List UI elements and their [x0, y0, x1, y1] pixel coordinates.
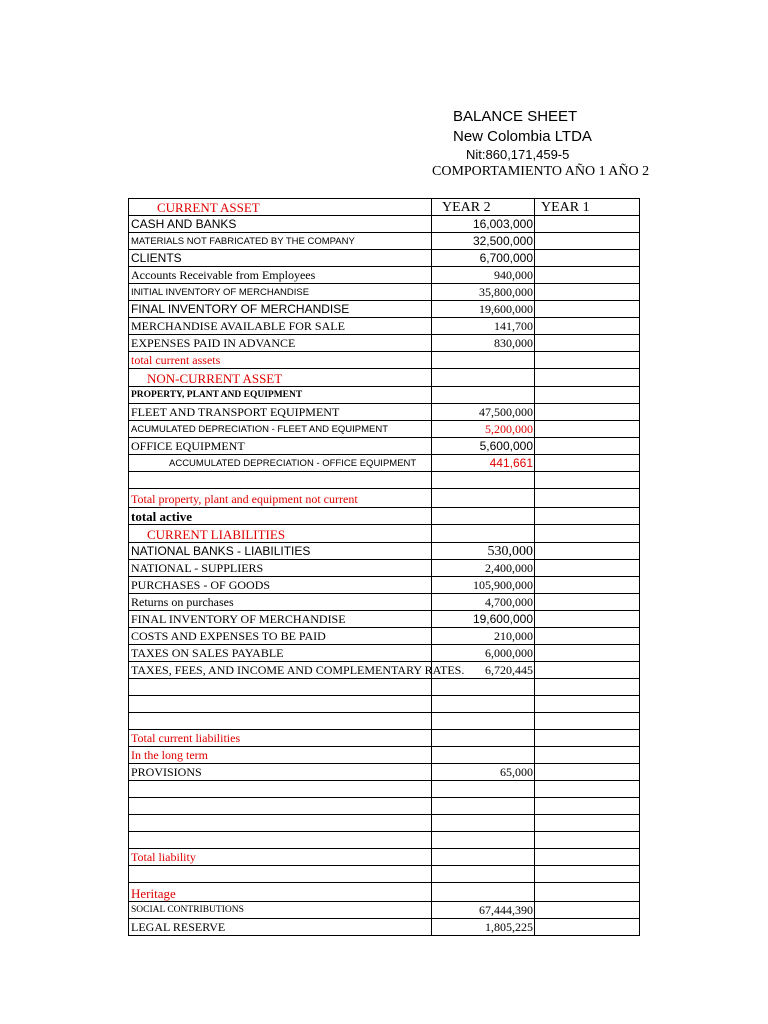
- year1-value: [535, 352, 640, 369]
- table-row: [129, 284, 640, 301]
- year2-value: YEAR 2: [432, 199, 535, 216]
- year1-value: [535, 525, 640, 543]
- year1-value: [535, 267, 640, 284]
- row-label: NATIONAL - SUPPLIERS: [129, 560, 432, 577]
- year1-value: [535, 594, 640, 611]
- row-label: FINAL INVENTORY OF MERCHANDISE: [129, 301, 432, 318]
- year1-value: [535, 798, 640, 815]
- year2-value: [432, 472, 535, 489]
- year2-value: [432, 525, 535, 543]
- row-label: [129, 832, 432, 849]
- year1-value: [535, 747, 640, 764]
- table-row: [129, 543, 640, 560]
- year2-value: 5,600,000: [432, 438, 535, 455]
- year2-value: 35,800,000: [432, 284, 535, 301]
- table-row: [129, 849, 640, 866]
- year1-value: [535, 455, 640, 472]
- year1-value: [535, 866, 640, 883]
- table-row: [129, 455, 640, 472]
- year1-value: [535, 472, 640, 489]
- table-row: [129, 611, 640, 628]
- row-label: total current assets: [129, 352, 432, 369]
- row-label: PURCHASES - OF GOODS: [129, 577, 432, 594]
- row-label: [129, 815, 432, 832]
- row-label: ACCUMULATED DEPRECIATION - OFFICE EQUIPMENT: [129, 455, 432, 472]
- table-row: [129, 832, 640, 849]
- year2-value: [432, 883, 535, 902]
- table-row: [129, 489, 640, 508]
- row-label: CURRENT LIABILITIES: [129, 525, 432, 543]
- table-row: [129, 645, 640, 662]
- year1-value: [535, 628, 640, 645]
- table-row: [129, 318, 640, 335]
- table-row: [129, 594, 640, 611]
- year1-value: [535, 216, 640, 233]
- year2-value: [432, 679, 535, 696]
- table-row: [129, 747, 640, 764]
- row-label: Total current liabilities: [129, 730, 432, 747]
- row-label: [129, 713, 432, 730]
- row-label: SOCIAL CONTRIBUTIONS: [129, 902, 432, 919]
- year1-value: [535, 438, 640, 455]
- year1-value: [535, 611, 640, 628]
- row-label: TAXES ON SALES PAYABLE: [129, 645, 432, 662]
- year2-value: [432, 508, 535, 525]
- year2-value: 47,500,000: [432, 404, 535, 421]
- year2-value: 6,000,000: [432, 645, 535, 662]
- year2-value: [432, 713, 535, 730]
- table-row: [129, 696, 640, 713]
- year1-value: [535, 284, 640, 301]
- table-row: [129, 267, 640, 284]
- table-row: [129, 508, 640, 525]
- table-row: [129, 902, 640, 919]
- row-label: [129, 696, 432, 713]
- row-label: [129, 472, 432, 489]
- table-row: [129, 335, 640, 352]
- table-row: [129, 628, 640, 645]
- year2-value: 141,700: [432, 318, 535, 335]
- year2-value: 830,000: [432, 335, 535, 352]
- year2-value: 32,500,000: [432, 233, 535, 250]
- table-row: [129, 387, 640, 404]
- year2-value: 441,661: [432, 455, 535, 472]
- year1-value: [535, 902, 640, 919]
- year2-value: [432, 781, 535, 798]
- row-label: FINAL INVENTORY OF MERCHANDISE: [129, 611, 432, 628]
- year1-value: [535, 560, 640, 577]
- year2-value: [432, 815, 535, 832]
- year1-value: [535, 301, 640, 318]
- year2-value: 530,000: [432, 543, 535, 560]
- year2-value: 6,700,000: [432, 250, 535, 267]
- row-label: [129, 866, 432, 883]
- year1-value: [535, 335, 640, 352]
- row-label: OFFICE EQUIPMENT: [129, 438, 432, 455]
- row-label: Total property, plant and equipment not current: [129, 489, 432, 508]
- table-row: [129, 369, 640, 387]
- row-label: total active: [129, 508, 432, 525]
- table-row: [129, 764, 640, 781]
- row-label: EXPENSES PAID IN ADVANCE: [129, 335, 432, 352]
- year1-value: [535, 849, 640, 866]
- row-label: NATIONAL BANKS - LIABILITIES: [129, 543, 432, 560]
- year2-value: 2,400,000: [432, 560, 535, 577]
- year1-value: [535, 577, 640, 594]
- row-label: Heritage: [129, 883, 432, 902]
- year2-value: [432, 369, 535, 387]
- row-label: NON-CURRENT ASSET: [129, 369, 432, 387]
- sheet-subtitle: COMPORTAMIENTO AÑO 1 AÑO 2: [432, 164, 650, 179]
- table-row: [129, 883, 640, 902]
- row-label: INITIAL INVENTORY OF MERCHANDISE: [129, 284, 432, 301]
- row-label: CLIENTS: [129, 250, 432, 267]
- year2-value: [432, 747, 535, 764]
- year1-value: [535, 679, 640, 696]
- row-label: MERCHANDISE AVAILABLE FOR SALE: [129, 318, 432, 335]
- year2-value: [432, 352, 535, 369]
- year1-value: [535, 250, 640, 267]
- table-row: [129, 781, 640, 798]
- year2-value: 940,000: [432, 267, 535, 284]
- row-label: In the long term: [129, 747, 432, 764]
- row-label: [129, 798, 432, 815]
- row-label: [129, 781, 432, 798]
- row-label: FLEET AND TRANSPORT EQUIPMENT: [129, 404, 432, 421]
- year1-value: [535, 883, 640, 902]
- table-row: [129, 662, 640, 679]
- sheet-title: BALANCE SHEET: [453, 108, 578, 125]
- year2-value: 67,444,390: [432, 902, 535, 919]
- table-row: [129, 421, 640, 438]
- table-row: [129, 798, 640, 815]
- table-row: [129, 352, 640, 369]
- row-label: PROVISIONS: [129, 764, 432, 781]
- year2-value: [432, 696, 535, 713]
- table-row: [129, 713, 640, 730]
- table-row: [129, 404, 640, 421]
- year1-value: [535, 489, 640, 508]
- year2-value: 5,200,000: [432, 421, 535, 438]
- row-label: Total liability: [129, 849, 432, 866]
- year2-value: 65,000: [432, 764, 535, 781]
- table-row: [129, 577, 640, 594]
- year1-value: [535, 543, 640, 560]
- year1-value: [535, 815, 640, 832]
- row-label: [129, 679, 432, 696]
- year1-value: [535, 645, 640, 662]
- table-row: [129, 560, 640, 577]
- row-label: TAXES, FEES, AND INCOME AND COMPLEMENTARY RATES.: [129, 662, 432, 679]
- row-label: Accounts Receivable from Employees: [129, 267, 432, 284]
- row-label: CURRENT ASSET: [129, 199, 432, 216]
- year1-value: [535, 404, 640, 421]
- row-label: LEGAL RESERVE: [129, 919, 432, 936]
- table-row: [129, 679, 640, 696]
- table-row: [129, 216, 640, 233]
- table-row: [129, 472, 640, 489]
- table-row: [129, 525, 640, 543]
- company-name: New Colombia LTDA: [453, 128, 592, 145]
- year1-value: [535, 233, 640, 250]
- year1-value: YEAR 1: [535, 199, 640, 216]
- year1-value: [535, 387, 640, 404]
- year1-value: [535, 713, 640, 730]
- year2-value: 105,900,000: [432, 577, 535, 594]
- year1-value: [535, 781, 640, 798]
- row-label: MATERIALS NOT FABRICATED BY THE COMPANY: [129, 233, 432, 250]
- row-label: CASH AND BANKS: [129, 216, 432, 233]
- row-label: PROPERTY, PLANT AND EQUIPMENT: [129, 387, 432, 404]
- table-row: [129, 301, 640, 318]
- table-row: [129, 199, 640, 216]
- year2-value: [432, 489, 535, 508]
- year1-value: [535, 662, 640, 679]
- year2-value: 6,720,445: [432, 662, 535, 679]
- year1-value: [535, 730, 640, 747]
- year2-value: [432, 849, 535, 866]
- table-row: [129, 438, 640, 455]
- year2-value: 19,600,000: [432, 611, 535, 628]
- year1-value: [535, 696, 640, 713]
- year1-value: [535, 318, 640, 335]
- table-row: [129, 250, 640, 267]
- year2-value: 16,003,000: [432, 216, 535, 233]
- row-label: ACUMULATED DEPRECIATION - FLEET AND EQUIPMENT: [129, 421, 432, 438]
- year1-value: [535, 919, 640, 936]
- year2-value: [432, 832, 535, 849]
- year1-value: [535, 764, 640, 781]
- table-row: [129, 233, 640, 250]
- row-label: Returns on purchases: [129, 594, 432, 611]
- balance-table: [128, 198, 640, 936]
- year2-value: 4,700,000: [432, 594, 535, 611]
- year2-value: 1,805,225: [432, 919, 535, 936]
- year1-value: [535, 832, 640, 849]
- year2-value: [432, 798, 535, 815]
- year2-value: 210,000: [432, 628, 535, 645]
- year2-value: 19,600,000: [432, 301, 535, 318]
- year2-value: [432, 387, 535, 404]
- table-row: [129, 919, 640, 936]
- table-row: [129, 866, 640, 883]
- table-row: [129, 730, 640, 747]
- year1-value: [535, 421, 640, 438]
- row-label: COSTS AND EXPENSES TO BE PAID: [129, 628, 432, 645]
- company-nit: Nit:860,171,459-5: [466, 147, 570, 162]
- year2-value: [432, 866, 535, 883]
- year1-value: [535, 508, 640, 525]
- table-row: [129, 815, 640, 832]
- year1-value: [535, 369, 640, 387]
- year2-value: [432, 730, 535, 747]
